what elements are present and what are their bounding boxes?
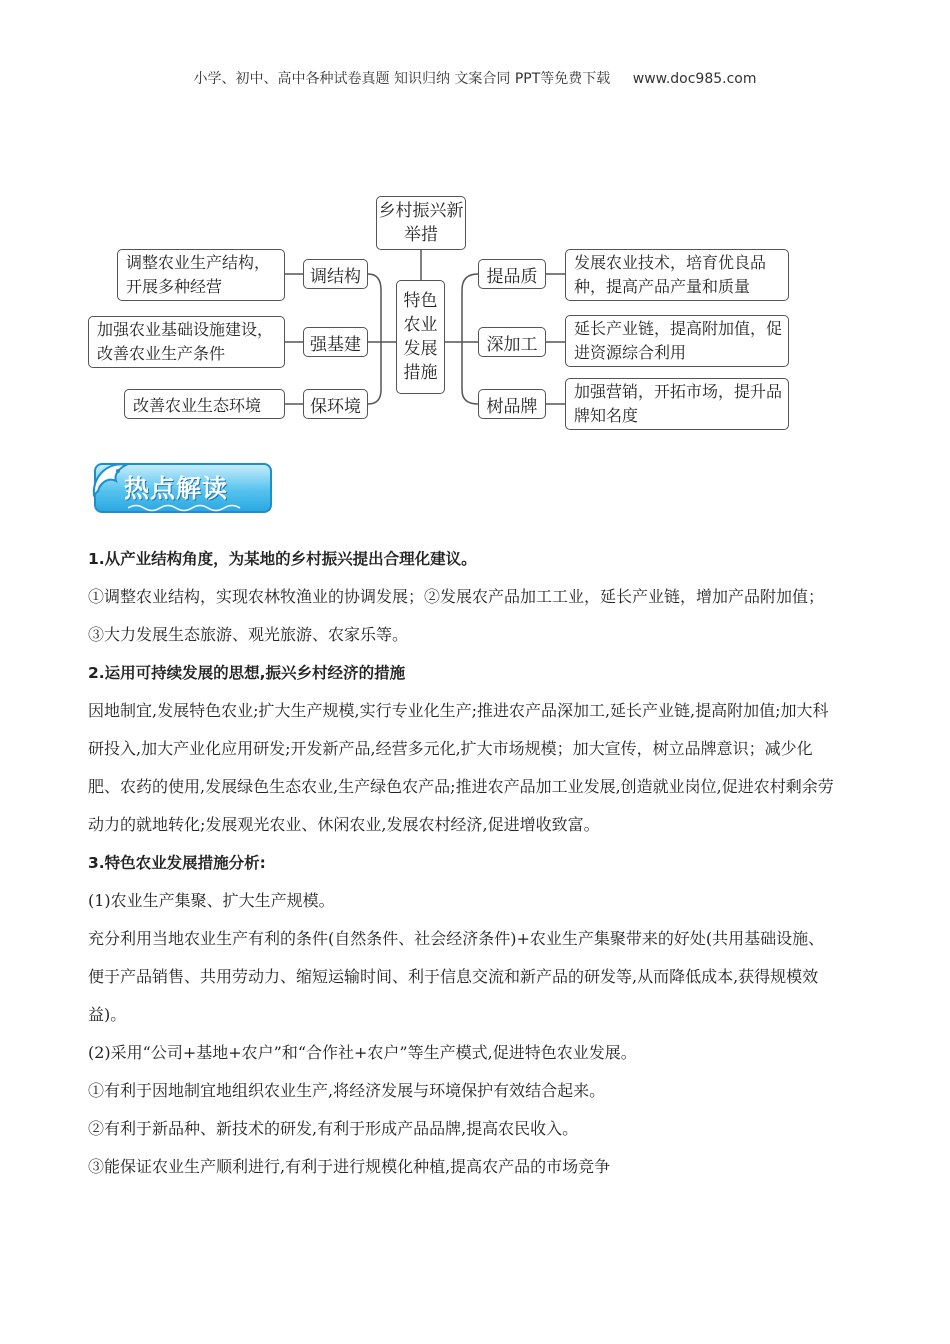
mind-map-center: 特色农业发展措施 [396,280,445,394]
section-1-para-2: ③大力发展生态旅游、观光旅游、农家乐等。 [88,625,409,644]
section-3-point-1: (1)农业生产集聚、扩大生产规模。 [88,891,335,910]
section-3-title: 3.特色农业发展措施分析: [88,854,266,872]
detail-strengthen-infrastructure: 加强农业基础设施建设，改善农业生产条件 [88,316,285,368]
header-text: 小学、初中、高中各种试卷真题 知识归纳 文案合同 PPT等免费下载 [193,71,611,87]
branch-deep-processing: 深加工 [478,327,546,357]
section-3-item-2: ②有利于新品种、新技术的研发,有利于形成产品品牌,提高农民收入。 [88,1119,579,1138]
section-1-para-1: ①调整农业结构，实现农林牧渔业的协调发展；②发展农产品加工工业，延长产业链，增加产品附加值； [88,587,825,606]
detail-adjust-structure: 调整农业生产结构，开展多种经营 [117,249,285,301]
section-2-line-1: 因地制宜,发展特色农业;扩大生产规模,实行专业化生产;推进农产品深加工,延长产业链,提高附加值;加大科 [88,701,829,720]
branch-adjust-structure: 调结构 [303,259,368,289]
mind-map [0,0,950,440]
wave-decoration [128,503,268,513]
section-3-item-3: ③能保证农业生产顺利进行,有利于进行规模化种植,提高农产品的市场竞争 [88,1157,611,1176]
detail-protect-environment: 改善农业生态环境 [124,389,285,419]
branch-protect-environment: 保环境 [303,389,368,419]
section-3-point-2: (2)采用“公司+基地+农户”和“合作社+农户”等生产模式,促进特色农业发展。 [88,1043,637,1062]
section-3-line-3: 益)。 [88,1005,127,1024]
section-2-line-3: 肥、农药的使用,发展绿色生态农业,生产绿色农产品;推进农产品加工业发展,创造就业岗位,促进农村剩余劳 [88,777,834,796]
section-2-line-2: 研投入,加大产业化应用研发;开发新产品,经营多元化,扩大市场规模；加大宣传，树立品牌意识；减少化 [88,739,813,758]
hot-topic-banner [88,455,274,519]
section-2-title: 2.运用可持续发展的思想,振兴乡村经济的措施 [88,664,406,682]
banner-title: 热点解读 [124,474,229,503]
detail-improve-quality: 发展农业技术，培育优良品种，提高产品产量和质量 [565,249,789,301]
header-url[interactable]: www.doc985.com [632,71,757,87]
branch-strengthen-infrastructure: 强基建 [303,327,368,357]
detail-build-brand: 加强营销，开拓市场，提升品牌知名度 [565,378,789,430]
mind-map-connectors [0,0,950,440]
article-body [88,540,868,1186]
section-3-line-1: 充分利用当地农业生产有利的条件(自然条件、社会经济条件)+农业生产集聚带来的好处(共用基础设施、 [88,929,825,948]
mind-map-root: 乡村振兴新举措 [376,196,466,250]
branch-build-brand: 树品牌 [478,389,546,419]
section-3-line-2: 便于产品销售、共用劳动力、缩短运输时间、利于信息交流和新产品的研发等,从而降低成本,获得规模效 [88,967,819,986]
section-1-title: 1.从产业结构角度，为某地的乡村振兴提出合理化建议。 [88,550,477,568]
branch-improve-quality: 提品质 [478,259,546,289]
detail-deep-processing: 延长产业链，提高附加值，促进资源综合利用 [565,315,789,367]
section-2-line-4: 动力的就地转化;发展观光农业、休闲农业,发展农村经济,促进增收致富。 [88,815,600,834]
section-3-item-1: ①有利于因地制宜地组织农业生产,将经济发展与环境保护有效结合起来。 [88,1081,606,1100]
